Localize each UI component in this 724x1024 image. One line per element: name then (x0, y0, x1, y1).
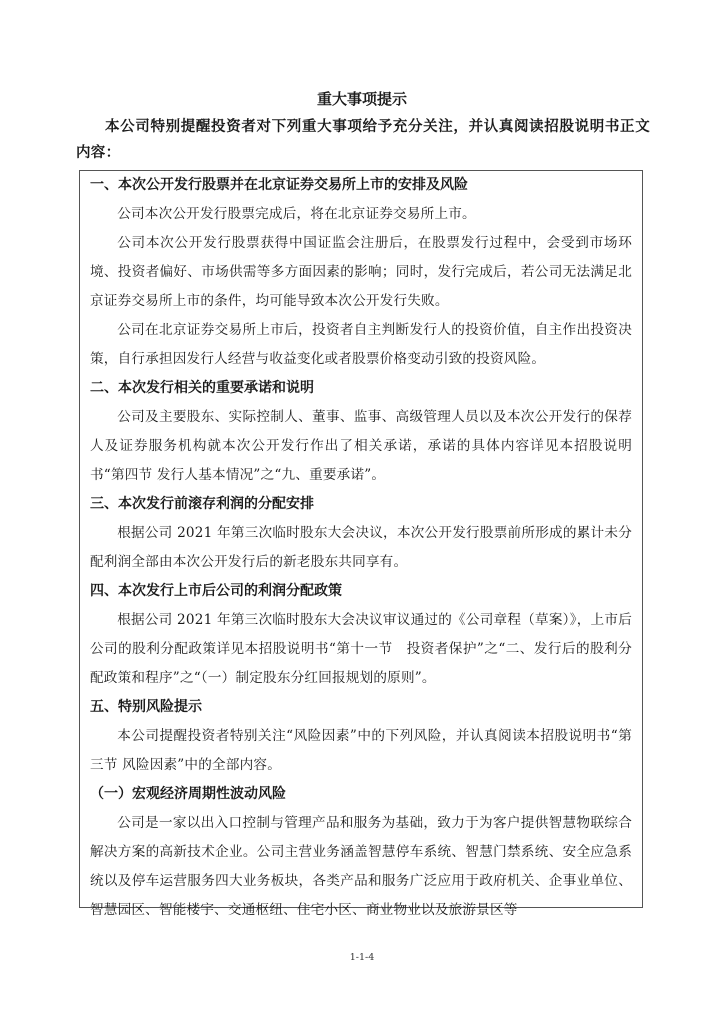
section-heading: 四、本次发行上市后公司的利润分配政策 (90, 583, 342, 599)
intro-paragraph: 本公司特别提醒投资者对下列重大事项给予充分关注，并认真阅读招股说明书正文内容： (76, 119, 650, 161)
section-heading: 三、本次发行前滚存利润的分配安排 (90, 496, 314, 512)
section-2 (90, 374, 632, 490)
section-heading: 二、本次发行相关的重要承诺和说明 (90, 380, 314, 396)
section-paragraph: 公司在北京证券交易所上市后，投资者自主判断发行人的投资价值，自主作出投资决策，自行承担因发行人经营与收益变化或者股票价格变动引致的投资风险。 (90, 322, 632, 367)
section-paragraph: 公司是一家以出入口控制与管理产品和服务为基础，致力于为客户提供智慧物联综合解决方案的高新技术企业。公司主营业务涵盖智慧停车系统、智慧门禁系统、安全应急系统以及停车运营服务四大业务板块，各类产品和服务广泛应用于政府机关、企事业单位、智慧园区、智能楼宇、交通枢纽、住宅小区、商业物业以及旅游景区等 (90, 815, 632, 918)
section-heading: 五、特别风险提示 (90, 699, 202, 715)
subsection-heading: （一）宏观经济周期性波动风险 (90, 786, 286, 802)
section-paragraph: 根据公司 2021 年第三次临时股东大会决议审议通过的《公司章程（草案）》，上市后公司的股利分配政策详见本招股说明书“第十一节 投资者保护”之“二、发行后的股利分配政策和程序”之“（一）制定股东分红回报规划的原则”。 (90, 612, 632, 686)
section-paragraph: 本公司提醒投资者特别关注“风险因素”中的下列风险，并认真阅读本招股说明书“第三节 风险因素”中的全部内容。 (90, 728, 632, 773)
section-paragraph: 根据公司 2021 年第三次临时股东大会决议，本次公开发行股票前所形成的累计未分配利润全部由本次公开发行后的新老股东共同享有。 (90, 525, 632, 570)
subsection-1 (90, 780, 632, 925)
section-paragraph: 公司本次公开发行股票获得中国证监会注册后，在股票发行过程中，会受到市场环境、投资者偏好、市场供需等多方面因素的影响；同时，发行完成后，若公司无法满足北京证券交易所上市的条件，均可能导致本次公开发行失败。 (90, 235, 632, 309)
content-box (79, 170, 643, 918)
page-title: 重大事项提示 (316, 90, 407, 108)
section-3 (90, 490, 632, 577)
section-heading: 一、本次公开发行股票并在北京证券交易所上市的安排及风险 (90, 177, 468, 193)
section-paragraph: 公司本次公开发行股票完成后，将在北京证券交易所上市。 (117, 206, 476, 222)
section-5 (90, 693, 632, 780)
section-4 (90, 577, 632, 693)
section-paragraph: 公司及主要股东、实际控制人、董事、监事、高级管理人员以及本次公开发行的保荐人及证券服务机构就本次公开发行作出了相关承诺，承诺的具体内容详见本招股说明书“第四节 发行人基本情况”之“九、重要承诺”。 (90, 409, 632, 483)
page-number: 1-1-4 (349, 952, 375, 963)
section-1 (90, 171, 632, 374)
